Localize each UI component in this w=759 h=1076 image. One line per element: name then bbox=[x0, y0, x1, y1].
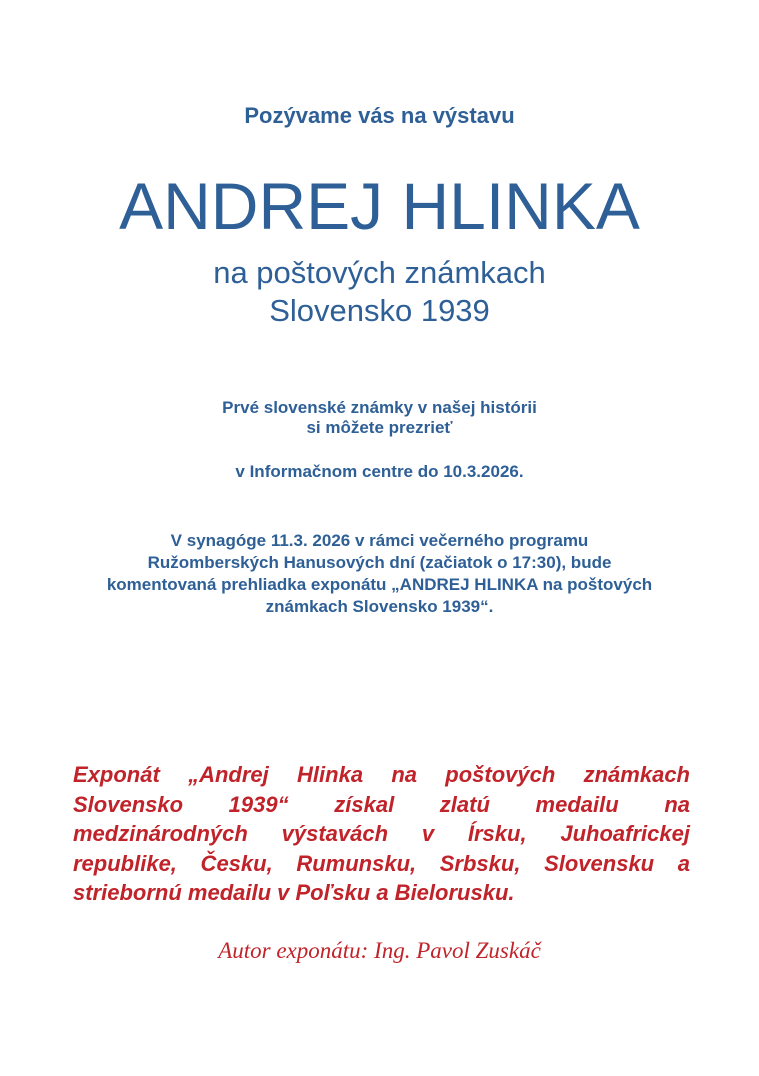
stamps-note bbox=[0, 398, 759, 438]
subtitle-line: na poštových známkach bbox=[213, 255, 546, 290]
award-statement bbox=[73, 760, 690, 908]
exhibit-author: Autor exponátu: Ing. Pavol Zuskáč bbox=[218, 938, 541, 963]
subtitle-line: Slovensko 1939 bbox=[269, 293, 490, 328]
program-note-line: komentovaná prehliadka exponátu „ANDREJ HLINKA na poštových bbox=[106, 575, 653, 594]
stamps-note-line: si môžete prezrieť bbox=[306, 418, 453, 437]
program-note-line: V synagóge 11.3. 2026 v rámci večerného programu bbox=[170, 531, 589, 550]
info-centre-note: v Informačnom centre do 10.3.2026. bbox=[235, 462, 524, 481]
award-line: striebornú medailu v Poľsku a Bielorusku. bbox=[73, 880, 515, 905]
exhibition-subtitle bbox=[0, 254, 759, 330]
program-note-line: Ružomberských Hanusových dní (začiatok o 17:30), bude bbox=[147, 553, 612, 572]
synagogue-program-note bbox=[0, 530, 759, 618]
exhibition-title: ANDREJ HLINKA bbox=[119, 169, 640, 243]
award-line: Exponát „Andrej Hlinka na poštových známkach bbox=[73, 762, 690, 787]
program-note-line: známkach Slovensko 1939“. bbox=[265, 597, 494, 616]
award-line: medzinárodných výstavách v Írsku, Juhoafrickej bbox=[73, 821, 690, 846]
award-line: Slovensko 1939“ získal zlatú medailu na bbox=[73, 791, 690, 817]
award-line: republike, Česku, Rumunsku, Srbsku, Slovensku a bbox=[73, 850, 690, 876]
invitation-heading: Pozývame vás na výstavu bbox=[244, 103, 515, 128]
stamps-note-line: Prvé slovenské známky v našej histórii bbox=[222, 398, 537, 417]
